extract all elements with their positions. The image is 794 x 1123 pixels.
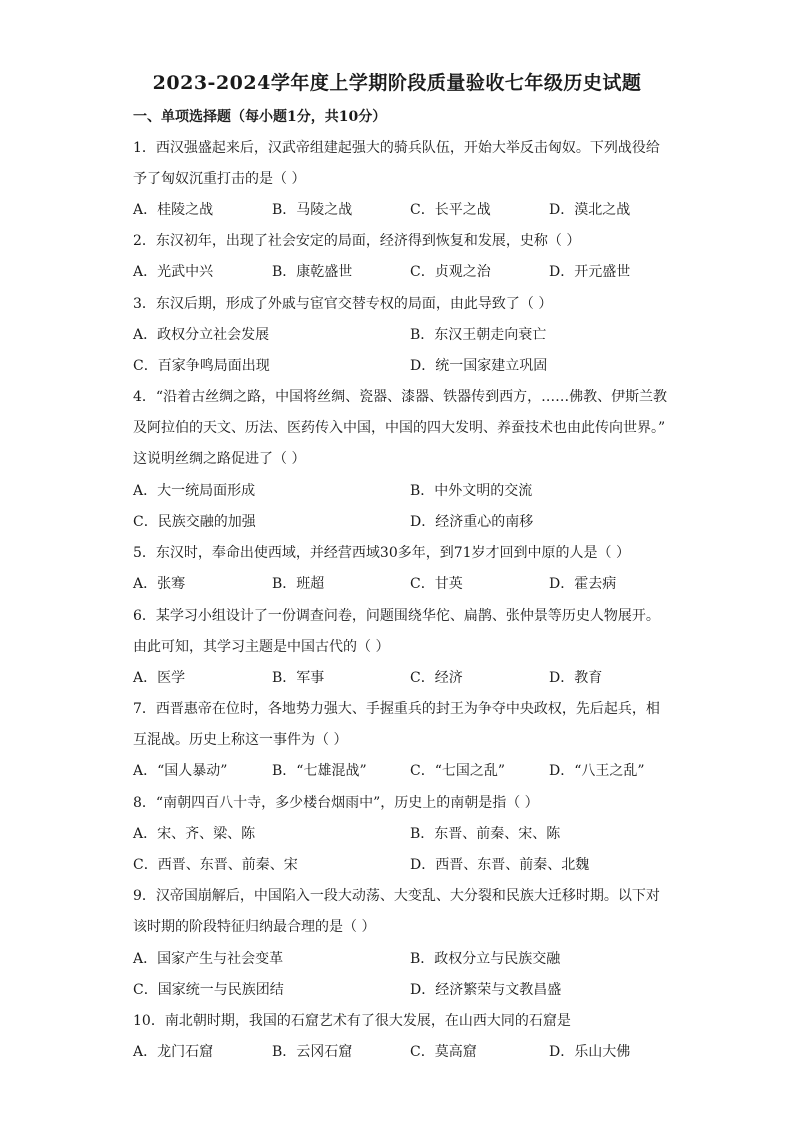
question-text-line: 2．东汉初年，出现了社会安定的局面，经济得到恢复和发展，史称（ ）: [133, 233, 581, 249]
option-d: D．西晋、东晋、前秦、北魏: [410, 857, 590, 873]
question-text-line: 予了匈奴沉重打击的是（ ）: [133, 171, 306, 187]
question-6: [133, 601, 693, 663]
question-text-line: 及阿拉伯的天文、历法、医药传入中国，中国的四大发明、养蚕技术也由此传向世界。”: [133, 420, 666, 436]
question-10-options: [133, 1037, 693, 1068]
question-text-line: 9．汉帝国崩解后，中国陷入一段大动荡、大变乱、大分裂和民族大迁移时期。以下对: [133, 888, 660, 904]
question-text-line: 10．南北朝时期，我国的石窟艺术有了很大发展，在山西大同的石窟是: [133, 1013, 571, 1029]
option-c: C．莫高窟: [410, 1044, 477, 1060]
question-4: [133, 382, 693, 475]
question-9-options-row-1: [133, 944, 693, 975]
question-text-line: 8．“南朝四百八十寺，多少楼台烟雨中”，历史上的南朝是指（ ）: [133, 795, 539, 811]
option-c: C．“七国之乱”: [410, 763, 506, 779]
option-b: B．“七雄混战”: [272, 763, 367, 779]
question-2-options: [133, 257, 693, 288]
question-3-options-row-1: [133, 320, 693, 351]
option-b: B．政权分立与民族交融: [410, 951, 561, 967]
question-text-line: 这说明丝绸之路促进了（ ）: [133, 451, 306, 467]
question-5: [133, 538, 693, 569]
option-c: C．甘英: [410, 576, 463, 592]
question-9-options-row-2: [133, 975, 693, 1006]
question-8: [133, 788, 673, 819]
question-7-options: [133, 756, 693, 787]
option-c: C．西晋、东晋、前秦、宋: [133, 857, 298, 873]
question-text-line: 互混战。历史上称这一事件为（ ）: [133, 732, 348, 748]
option-d: D．经济重心的南移: [410, 514, 534, 530]
option-d: D．开元盛世: [549, 264, 631, 280]
question-text-line: 5．东汉时，奉命出使西域，并经营西域30多年，到71岁才回到中原的人是（ ）: [133, 545, 630, 561]
option-a: A．桂陵之战: [133, 202, 214, 218]
question-text-line: 由此可知，其学习主题是中国古代的（ ）: [133, 639, 390, 655]
question-6-options: [133, 663, 693, 694]
question-8-options-row-1: [133, 819, 693, 850]
question-3-options-row-2: [133, 351, 693, 382]
option-c: C．经济: [410, 670, 463, 686]
option-a: A．医学: [133, 670, 186, 686]
option-d: D．教育: [549, 670, 603, 686]
option-a: A．政权分立社会发展: [133, 327, 270, 343]
option-a: A．“国人暴动”: [133, 763, 228, 779]
question-text-line: 1．西汉强盛起来后，汉武帝组建起强大的骑兵队伍，开始大举反击匈奴。下列战役给: [133, 140, 660, 156]
question-1-options: [133, 195, 693, 226]
question-10: [133, 1006, 673, 1037]
option-b: B．云冈石窟: [272, 1044, 353, 1060]
option-c: C．贞观之治: [410, 264, 491, 280]
option-d: D．统一国家建立巩固: [410, 358, 548, 374]
option-b: B．东晋、前秦、宋、陈: [410, 826, 561, 842]
question-7: [133, 694, 693, 756]
option-c: C．国家统一与民族团结: [133, 982, 284, 998]
question-9: [133, 881, 693, 943]
question-text-line: 7．西晋惠帝在位时，各地势力强大、手握重兵的封王为争夺中央政权，先后起兵，相: [133, 701, 660, 717]
option-c: C．百家争鸣局面出现: [133, 358, 270, 374]
exam-title: 2023-2024学年度上学期阶段质量验收七年级历史试题: [152, 72, 642, 94]
option-b: B．东汉王朝走向衰亡: [410, 327, 547, 343]
option-b: B．中外文明的交流: [410, 483, 533, 499]
question-text-line: 6．某学习小组设计了一份调查问卷，问题围绕华佗、扁鹊、张仲景等历史人物展开。: [133, 608, 660, 624]
option-b: B．马陵之战: [272, 202, 353, 218]
option-b: B．班超: [272, 576, 325, 592]
question-3: [133, 289, 673, 320]
question-4-options-row-2: [133, 507, 693, 538]
section-heading: 一、单项选择题（每小题1分，共10分）: [133, 109, 387, 125]
question-5-options: [133, 569, 693, 600]
question-2: [133, 226, 673, 257]
question-4-options-row-1: [133, 476, 693, 507]
question-text-line: 4．“沿着古丝绸之路，中国将丝绸、瓷器、漆器、铁器传到西方，……佛教、伊斯兰教: [133, 389, 668, 405]
option-d: D．乐山大佛: [549, 1044, 631, 1060]
question-text-line: 该时期的阶段特征归纳最合理的是（ ）: [133, 919, 376, 935]
question-1: [133, 133, 673, 195]
option-b: B．康乾盛世: [272, 264, 353, 280]
option-c: C．民族交融的加强: [133, 514, 256, 530]
question-text-line: 3．东汉后期，形成了外戚与宦官交替专权的局面，由此导致了（ ）: [133, 296, 553, 312]
option-a: A．龙门石窟: [133, 1044, 214, 1060]
option-a: A．国家产生与社会变革: [133, 951, 284, 967]
option-b: B．军事: [272, 670, 325, 686]
option-d: D．霍去病: [549, 576, 617, 592]
option-a: A．光武中兴: [133, 264, 214, 280]
question-8-options-row-2: [133, 850, 693, 881]
option-a: A．张骞: [133, 576, 186, 592]
option-a: A．大一统局面形成: [133, 483, 256, 499]
option-d: D．漠北之战: [549, 202, 631, 218]
option-c: C．长平之战: [410, 202, 491, 218]
option-d: D．“八王之乱”: [549, 763, 645, 779]
option-a: A．宋、齐、梁、陈: [133, 826, 256, 842]
option-d: D．经济繁荣与文教昌盛: [410, 982, 562, 998]
